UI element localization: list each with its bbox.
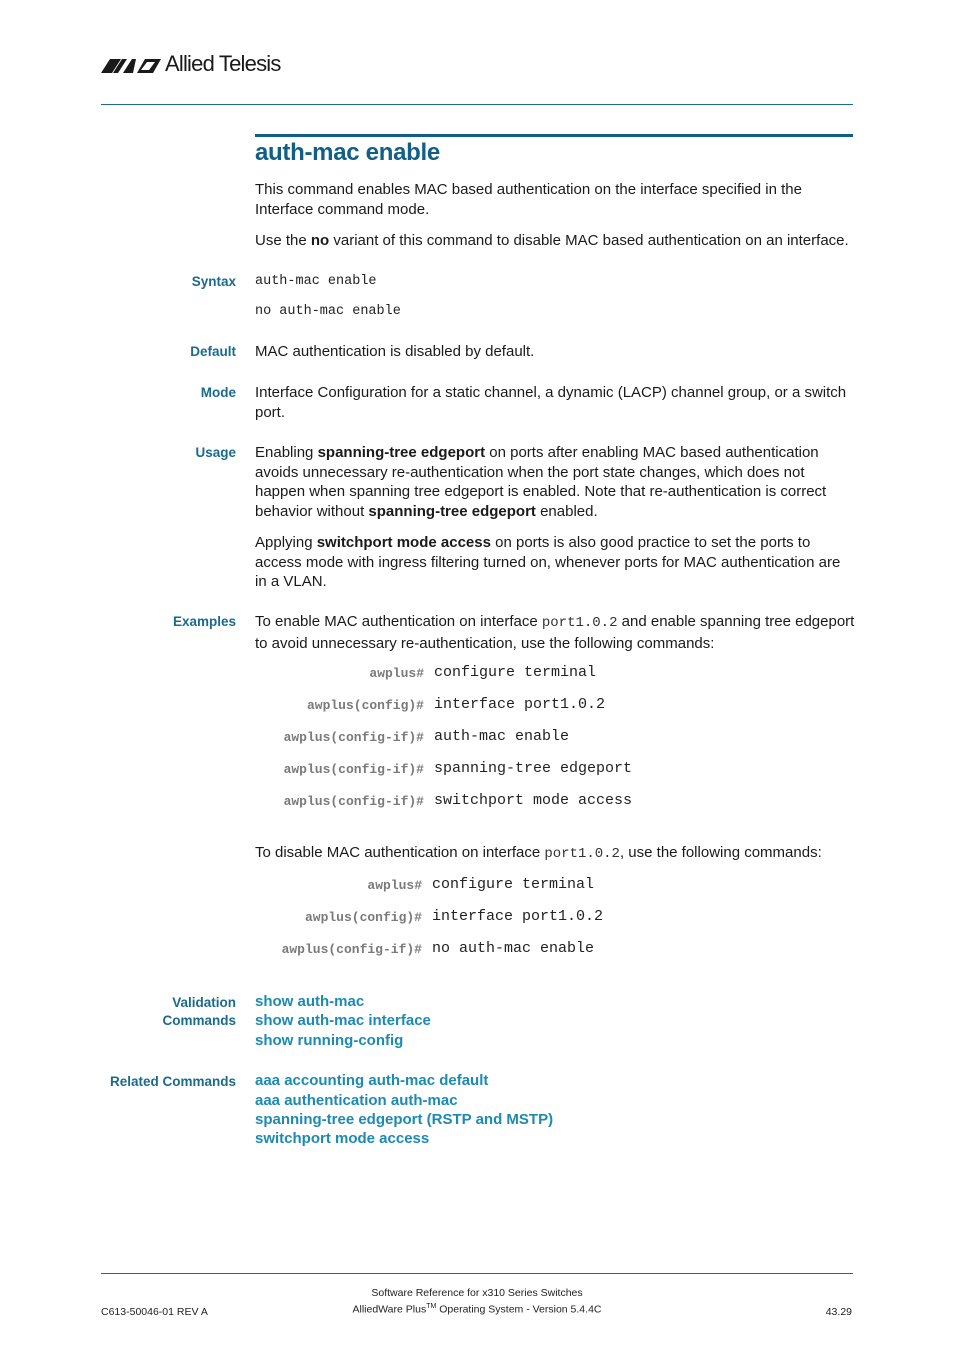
usage-label: Usage [195, 445, 236, 460]
examples-disable-intro: To disable MAC authentication on interface port1.0.2, use the following commands: [255, 844, 822, 862]
link-show-running-config[interactable]: show running-config [255, 1032, 404, 1049]
cli-command: configure terminal [434, 664, 597, 681]
cli-prompt: awplus(config)# [304, 910, 422, 925]
default-label: Default [190, 344, 236, 359]
footer-title: Software Reference for x310 Series Switches [371, 1287, 583, 1299]
mode-text: Interface Configuration for a static channel, a dynamic (LACP) channel group, or a switch port. [255, 384, 847, 421]
usage-paragraph-1: Enabling spanning-tree edgeport on ports after enabling MAC based authentication avoids unnecessary re-authentication when the port state changes, which does not happen when spanning tree edgeport is enabled. Note that re-authentication is correct behavior without spanning-tree edgeport enabled. [255, 444, 827, 520]
link-show-auth-mac-interface[interactable]: show auth-mac interface [255, 1012, 431, 1029]
header-divider [101, 104, 853, 105]
example-command-line [0, 908, 422, 928]
allied-telesis-logo-mark [101, 50, 165, 82]
syntax-line-2: no auth-mac enable [255, 304, 401, 319]
cli-command: interface port1.0.2 [434, 696, 606, 713]
cli-prompt: awplus(config-if)# [283, 794, 424, 809]
example-command-line [0, 664, 424, 684]
intro-paragraph-2: Use the no variant of this command to disable MAC based authentication on an interface. [255, 232, 849, 249]
link-show-auth-mac[interactable]: show auth-mac [255, 993, 365, 1010]
cli-prompt: awplus# [367, 878, 422, 893]
syntax-line-1: auth-mac enable [255, 274, 377, 289]
mode-label: Mode [200, 385, 236, 400]
footer-doc-id: C613-50046-01 REV A [101, 1306, 208, 1318]
cli-prompt: awplus(config)# [306, 698, 424, 713]
logo-text: Allied Telesis [165, 51, 281, 76]
validation-label-line-1: Validation [172, 995, 236, 1010]
link-switchport-mode-access[interactable]: switchport mode access [255, 1130, 430, 1147]
link-aaa-authentication-auth-mac[interactable]: aaa authentication auth-mac [255, 1092, 458, 1109]
cli-prompt: awplus# [369, 666, 424, 681]
example-command-line [0, 876, 422, 896]
footer-divider [101, 1273, 853, 1274]
link-spanning-tree-edgeport[interactable]: spanning-tree edgeport (RSTP and MSTP) [255, 1111, 554, 1128]
examples-label: Examples [172, 614, 236, 629]
example-command-line [0, 792, 424, 812]
link-aaa-accounting-auth-mac-default[interactable]: aaa accounting auth-mac default [255, 1072, 489, 1089]
cli-prompt: awplus(config-if)# [281, 942, 422, 957]
cli-prompt: awplus(config-if)# [283, 762, 424, 777]
intro-paragraph-1: This command enables MAC based authentication on the interface specified in the Interface command mode. [255, 181, 802, 218]
cli-command: spanning-tree edgeport [434, 760, 633, 777]
default-text: MAC authentication is disabled by default. [255, 343, 535, 360]
cli-prompt: awplus(config-if)# [283, 730, 424, 745]
cli-command: interface port1.0.2 [432, 908, 604, 925]
examples-enable-intro: To enable MAC authentication on interface port1.0.2 and enable spanning tree edgeport to avoid unnecessary re-authentication, use the following commands: [255, 613, 855, 652]
footer-page-number: 43.29 [825, 1306, 852, 1318]
cli-command: auth-mac enable [434, 728, 570, 745]
title-rule [255, 134, 853, 137]
cli-command: no auth-mac enable [432, 940, 595, 957]
example-command-line [0, 760, 424, 780]
example-command-line [0, 728, 424, 748]
example-command-line [0, 940, 422, 960]
page-title: auth-mac enable [255, 139, 440, 166]
syntax-label: Syntax [191, 274, 236, 289]
footer-os-version: AlliedWare Plus™ Operating System - Version 5.4.4C [352, 1303, 602, 1316]
example-command-line [0, 696, 424, 716]
company-logo [101, 50, 301, 82]
usage-paragraph-2: Applying switchport mode access on ports is also good practice to set the ports to access mode with ingress filtering turned on, whenever ports for MAC authentication are in a VLAN. [255, 534, 841, 590]
related-commands-label: Related Commands [109, 1074, 236, 1089]
validation-label-line-2: Commands [162, 1013, 236, 1028]
cli-command: configure terminal [432, 876, 595, 893]
cli-command: switchport mode access [434, 792, 633, 809]
